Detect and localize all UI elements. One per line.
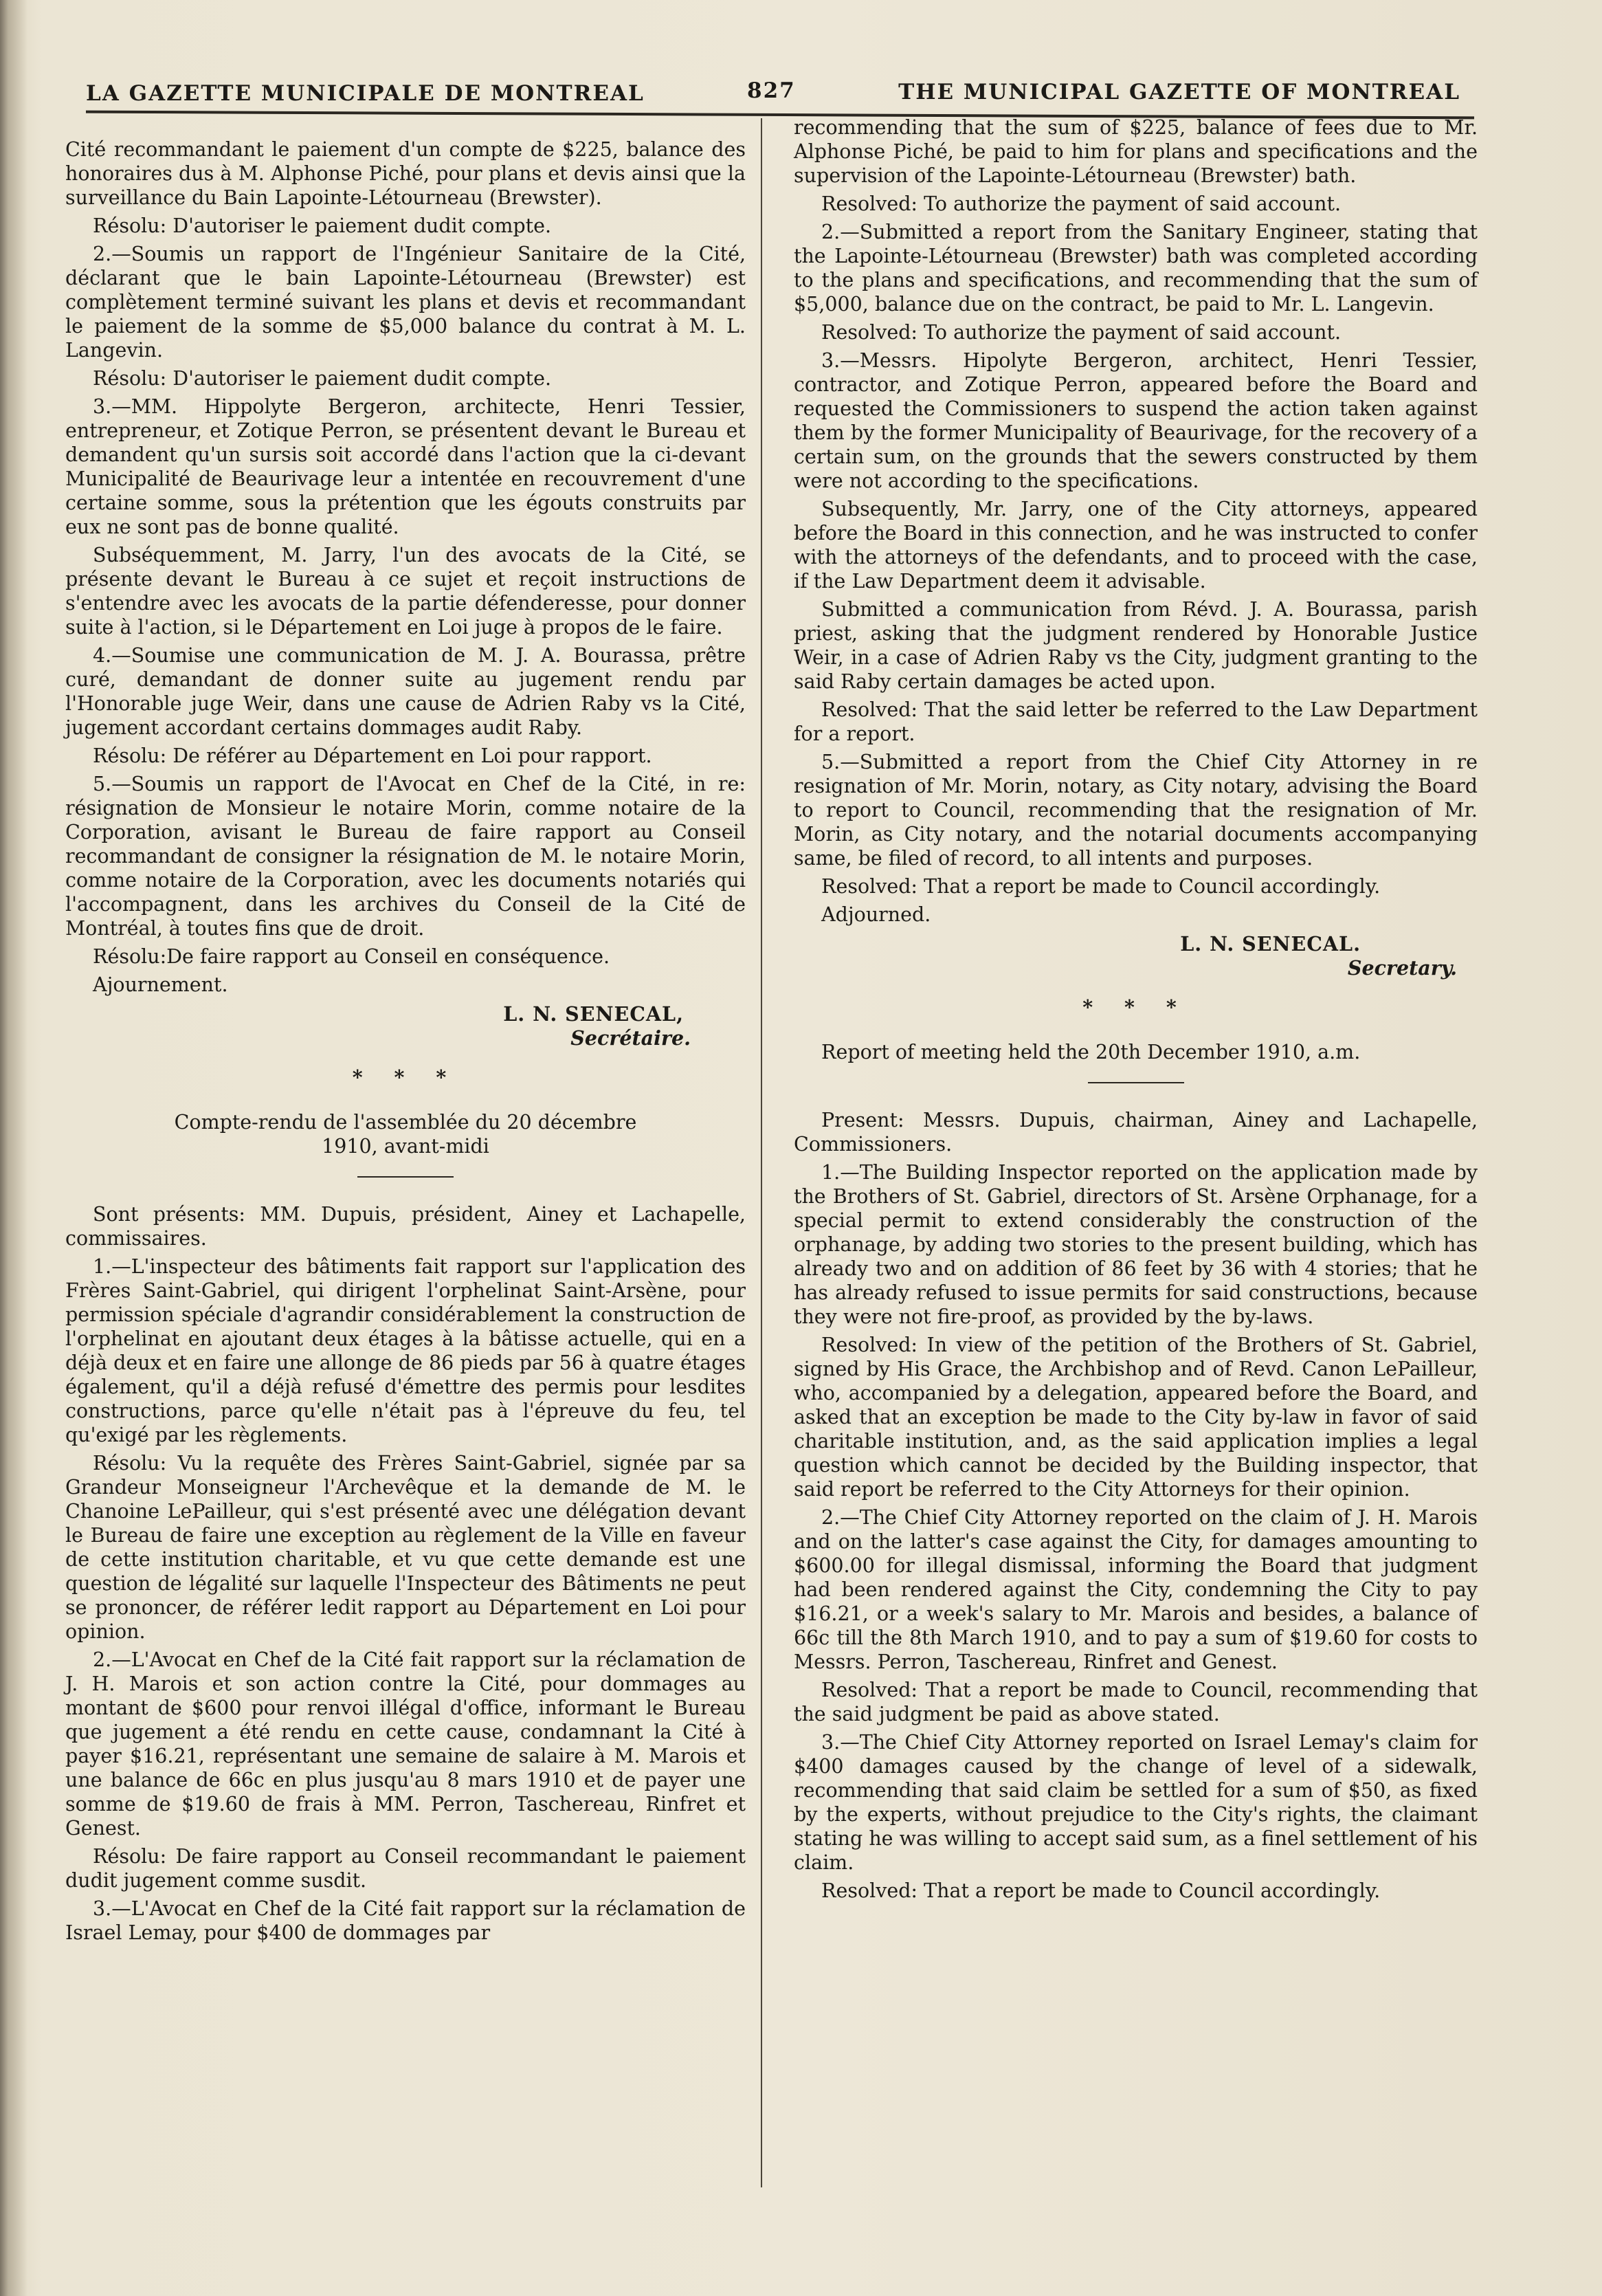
signature: L. N. SENECAL, bbox=[503, 1002, 684, 1026]
paragraph: Résolu: D'autoriser le paiement dudit compte. bbox=[93, 214, 552, 237]
paragraph: 5.—Soumis un rapport de l'Avocat en Chef de la Cité, in re: résignation de Monsieur le notaire Morin, comme notaire de la Corporation, avisant le Bureau de faire rapport au Conseil recommandant de consigner la résignation de M. le notaire Morin, comme notaire de la Corporation, avec les documents notariés qui l'accompagnent, dans les archives du Conseil de la Cité de Montréal, à toutes fins que de droit. bbox=[65, 773, 746, 940]
header-left-title: LA GAZETTE MUNICIPALE DE MONTREAL bbox=[86, 81, 645, 106]
paragraph: 2.—L'Avocat en Chef de la Cité fait rapport sur la réclamation de J. H. Marois et son action contre la Cité, pour dommages au montant de $600 pour renvoi illégal d'office, informant le Bureau que jugement a été rendu en cette cause, condamnant la Cité à payer $16.21, représentant une semaine de salaire à M. Marois et une balance de 66c en plus jusqu'au 8 mars 1910 et de payer une somme de $19.60 de frais à MM. Perron, Taschereau, Rinfret et Genest. bbox=[65, 1648, 746, 1840]
paragraph: Résolu: D'autoriser le paiement dudit compte. bbox=[93, 367, 552, 390]
paragraph: Resolved: That a report be made to Council, recommending that the said judgment be paid as above stated. bbox=[794, 1679, 1478, 1725]
short-rule bbox=[1088, 1082, 1184, 1083]
paragraph: Present: Messrs. Dupuis, chairman, Ainey and Lachapelle, Commissioners. bbox=[794, 1109, 1478, 1156]
paragraph: Résolu: De faire rapport au Conseil recommandant le paiement dudit jugement comme susdit. bbox=[65, 1845, 746, 1892]
paragraph: 3.—The Chief City Attorney reported on Israel Lemay's claim for $400 damages caused by the change of level of a sidewalk, recommending that said claim be settled for a sum of $50, as fixed by the experts, without prejudice to the City's rights, the claimant stating he was willing to accept said sum, as a finel settlement of his claim. bbox=[794, 1731, 1478, 1874]
page-number: 827 bbox=[747, 78, 796, 103]
short-rule bbox=[357, 1176, 454, 1178]
english-column bbox=[794, 115, 1478, 1907]
paragraph: 1.—The Building Inspector reported on the application made by the Brothers of St. Gabriel, directors of St. Arsène Orphanage, for a special permit to extend considerably the construction of the orphanage, by adding two stories to the present building, which has already two and on addition of 86 feet by 36 with 4 stories; that he has already refused to issue permits for said constructions, because they were not fire-proof, as provided by the by-laws. bbox=[794, 1161, 1478, 1328]
paragraph: Resolved: In view of the petition of the Brothers of St. Gabriel, signed by His Grace, the Archbishop and of Revd. Canon LePailleur, who, accompanied by a delegation, appeared before the Board, and asked that an exception be made to the City by-law in favor of said charitable institution, and, as the said application implies a legal question which cannot be decided by the Building inspector, that said report be referred to the City Attorneys for their opinion. bbox=[794, 1334, 1478, 1501]
paragraph: Cité recommandant le paiement d'un compte de $225, balance des honoraires dus à M. Alphonse Piché, pour plans et devis ainsi que la surveillance du Bain Lapointe-Létourneau (Brewster). bbox=[65, 138, 746, 209]
paragraph: recommending that the sum of $225, balance of fees due to Mr. Alphonse Piché, be paid to him for plans and specifications and the supervision of the Lapointe-Létourneau (Brewster) bath. bbox=[794, 116, 1478, 187]
french-column bbox=[65, 137, 746, 1949]
binding-shadow bbox=[0, 0, 27, 2296]
header-right-title: THE MUNICIPAL GAZETTE OF MONTREAL bbox=[898, 80, 1460, 104]
meeting-title: Compte-rendu de l'assemblée du 20 décembre 1910, avant-midi bbox=[174, 1111, 637, 1158]
paragraph: 2.—Submitted a report from the Sanitary Engineer, stating that the Lapointe-Létourneau (Brewster) bath was completed according to the plans and specifications, and recommending that the sum of $5,000, balance due on the contract, be paid to Mr. L. Langevin. bbox=[794, 221, 1478, 316]
paragraph: 3.—L'Avocat en Chef de la Cité fait rapport sur la réclamation de Israel Lemay, pour $400 de dommages par bbox=[65, 1897, 746, 1944]
signature-title: Secrétaire. bbox=[570, 1026, 691, 1050]
paragraph: Resolved: To authorize the payment of said account. bbox=[821, 192, 1342, 215]
paragraph: 1.—L'inspecteur des bâtiments fait rapport sur l'application des Frères Saint-Gabriel, qui dirigent l'orphelinat Saint-Arsène, pour permission spéciale d'agrandir considérablement la construction de l'orphelinat en ajoutant deux étages à la bâtisse actuelle, qui en a déjà deux et en faire une allonge de 86 pieds par 56 à quatre étages également, qu'il a déjà refusé d'émettre des permis pour lesdites constructions, parce qu'elle n'était pas à l'épreuve du feu, tel qu'exigé par les règlements. bbox=[65, 1255, 746, 1446]
signature-title: Secretary. bbox=[1347, 956, 1457, 980]
paragraph: Sont présents: MM. Dupuis, président, Ainey et Lachapelle, commissaires. bbox=[65, 1203, 746, 1250]
paragraph: Submitted a communication from Révd. J. A. Bourassa, parish priest, asking that the judgment rendered by Honorable Justice Weir, in a case of Adrien Raby vs the City, judgment granting to the said Raby certain damages be acted upon. bbox=[794, 598, 1478, 693]
paragraph: 5.—Submitted a report from the Chief City Attorney in re resignation of Mr. Morin, notary, as City notary, advising the Board to report to Council, recommending that the resignation of Mr. Morin, as City notary, and the notarial documents accompanying same, be filed of record, to all intents and purposes. bbox=[794, 751, 1478, 870]
page-header bbox=[86, 74, 1460, 115]
paragraph: Résolu: Vu la requête des Frères Saint-Gabriel, signée par sa Grandeur Monseigneur l'Archevêque et la demande de M. le Chanoine LePailleur, qui s'est présenté avec une délégation devant le Bureau de faire une exception au règlement de la Ville en faveur de cette institution charitable, et vu que cette demande est une question de légalité sur laquelle l'Inspecteur des Bâtiments ne peut se prononcer, de référer ledit rapport au Département en Loi pour opinion. bbox=[65, 1452, 746, 1643]
paragraph: Subsequently, Mr. Jarry, one of the City attorneys, appeared before the Board in this connection, and he was instructed to confer with the attorneys of the defendants, and to proceed with the case, if the Law Department deem it advisable. bbox=[794, 498, 1478, 593]
paragraph: Subséquemment, M. Jarry, l'un des avocats de la Cité, se présente devant le Bureau à ce sujet et reçoit instructions de s'entendre avec les avocats de la partie défenderesse, pour donner suite à l'action, si le Département en Loi juge à propos de le faire. bbox=[65, 544, 746, 639]
paragraph: 2.—The Chief City Attorney reported on the claim of J. H. Marois and on the latter's case against the City, for damages amounting to $600.00 for illegal dismissal, informing the Board that judgment had been rendered against the City, condemning the City to pay $16.21, or a week's salary to Mr. Marois and besides, a balance of 66c till the 8th March 1910, and to pay a sum of $19.60 for costs to Messrs. Perron, Taschereau, Rinfret and Genest. bbox=[794, 1506, 1478, 1673]
paragraph: 4.—Soumise une communication de M. J. A. Bourassa, prêtre curé, demandant de donner suite au jugement rendu par l'Honorable juge Weir, dans une cause de Adrien Raby vs la Cité, jugement accordant certains dommages audit Raby. bbox=[65, 644, 746, 739]
paragraph: Résolu: De référer au Département en Loi pour rapport. bbox=[93, 744, 652, 767]
paragraph: 3.—MM. Hippolyte Bergeron, architecte, Henri Tessier, entrepreneur, et Zotique Perron, se présentent devant le Bureau et demandent qu'un sursis soit accordé dans l'action que la ci-devant Municipalité de Beaurivage leur a intentée en recouvrement d'une certaine somme, sous la prétention que les égouts construits par eux ne sont pas de bonne qualité. bbox=[65, 395, 746, 538]
paragraph: Resolved: To authorize the payment of said account. bbox=[821, 321, 1342, 344]
paragraph: Resolved: That the said letter be referred to the Law Department for a report. bbox=[794, 698, 1478, 745]
section-separator: * * * bbox=[1082, 995, 1189, 1019]
paragraph: Résolu:De faire rapport au Conseil en conséquence. bbox=[93, 945, 610, 968]
paragraph: Resolved: That a report be made to Council accordingly. bbox=[821, 1879, 1381, 1902]
paragraph: Ajournement. bbox=[93, 973, 228, 996]
paragraph: 2.—Soumis un rapport de l'Ingénieur Sanitaire de la Cité, déclarant que le bain Lapointe-Létourneau (Brewster) est complètement terminé suivant les plans et devis et recommandant le paiement de la somme de $5,000 balance du contrat à M. L. Langevin. bbox=[65, 243, 746, 362]
paragraph: 3.—Messrs. Hipolyte Bergeron, architect, Henri Tessier, contractor, and Zotique Perron, appeared before the Board and requested the Commissioners to suspend the action taken against them by the former Municipality of Beaurivage, for the recovery of a certain sum, on the grounds that the sewers constructed by them were not according to the specifications. bbox=[794, 349, 1478, 492]
section-separator: * * * bbox=[352, 1066, 459, 1089]
column-divider bbox=[761, 118, 762, 2187]
meeting-title: Report of meeting held the 20th December 1910, a.m. bbox=[821, 1041, 1361, 1063]
paragraph: Adjourned. bbox=[821, 903, 931, 926]
signature: L. N. SENECAL. bbox=[1180, 932, 1361, 956]
paragraph: Resolved: That a report be made to Council accordingly. bbox=[821, 875, 1381, 898]
